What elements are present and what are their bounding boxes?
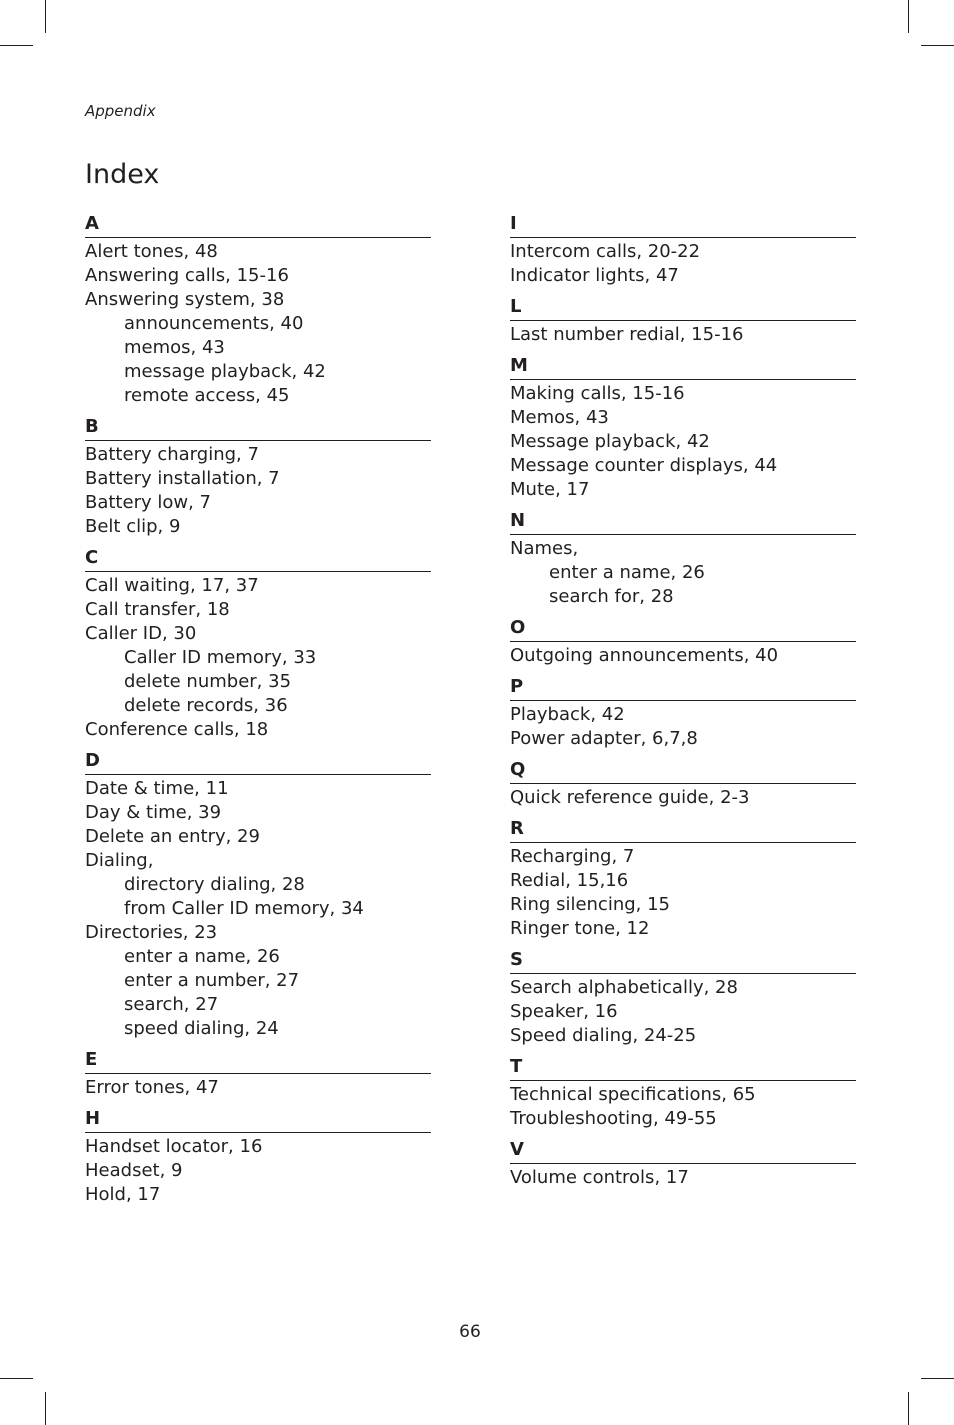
- index-subentry: speed dialing, 24: [124, 1018, 279, 1039]
- index-subentry: enter a name, 26: [124, 946, 280, 967]
- index-entry: Headset, 9: [85, 1160, 183, 1181]
- index-letter-heading: T: [510, 1056, 856, 1081]
- index-letter-heading: S: [510, 949, 856, 974]
- index-entry: Volume controls, 17: [510, 1167, 689, 1188]
- index-subentry: remote access, 45: [124, 385, 290, 406]
- index-group: [510, 676, 856, 751]
- index-entry: Ring silencing, 15: [510, 894, 671, 915]
- index-entry: Belt clip, 9: [85, 516, 181, 537]
- index-subentry: announcements, 40: [124, 313, 304, 334]
- index-entry: Answering calls, 15-16: [85, 265, 289, 286]
- index-letter-heading: I: [510, 213, 856, 238]
- index-entry: Directories, 23: [85, 922, 218, 943]
- index-letter-heading: H: [85, 1108, 431, 1133]
- index-group: [85, 213, 431, 408]
- index-letter-heading: M: [510, 355, 856, 380]
- index-entry: Message counter displays, 44: [510, 455, 778, 476]
- index-entry: Date & time, 11: [85, 778, 229, 799]
- index-column-left: [85, 213, 431, 1215]
- index-letter-heading: R: [510, 818, 856, 843]
- index-letter-heading: C: [85, 547, 431, 572]
- index-group: [510, 296, 856, 347]
- index-entry: Indicator lights, 47: [510, 265, 679, 286]
- crop-mark: [45, 0, 46, 33]
- index-entry: Playback, 42: [510, 704, 625, 725]
- index-entry: Battery charging, 7: [85, 444, 259, 465]
- crop-mark: [908, 1392, 909, 1425]
- crop-mark: [908, 0, 909, 33]
- index-entry: Message playback, 42: [510, 431, 710, 452]
- index-entry: Caller ID, 30: [85, 623, 197, 644]
- index-entry: Power adapter, 6,7,8: [510, 728, 698, 749]
- index-entry: Intercom calls, 20-22: [510, 241, 701, 262]
- index-letter-heading: N: [510, 510, 856, 535]
- index-group: [510, 1056, 856, 1131]
- index-group: [85, 1049, 431, 1100]
- index-group: [510, 1139, 856, 1190]
- index-entry: Making calls, 15-16: [510, 383, 685, 404]
- index-entry: Mute, 17: [510, 479, 590, 500]
- index-entry: Call transfer, 18: [85, 599, 230, 620]
- index-letter-heading: L: [510, 296, 856, 321]
- index-group: [85, 1108, 431, 1207]
- index-entry: Error tones, 47: [85, 1077, 219, 1098]
- index-group: [510, 759, 856, 810]
- page-title: Index: [85, 159, 160, 190]
- index-entry: Conference calls, 18: [85, 719, 269, 740]
- index-subentry: search, 27: [124, 994, 219, 1015]
- index-subentry: memos, 43: [124, 337, 225, 358]
- crop-mark: [45, 1392, 46, 1425]
- index-group: [510, 213, 856, 288]
- index-entry: Speaker, 16: [510, 1001, 618, 1022]
- index-entry: Technical specifications, 65: [510, 1084, 756, 1105]
- index-letter-heading: E: [85, 1049, 431, 1074]
- index-letter-heading: P: [510, 676, 856, 701]
- index-entry: Battery installation, 7: [85, 468, 280, 489]
- index-entry: Answering system, 38: [85, 289, 285, 310]
- index-group: [510, 949, 856, 1048]
- index-entry: Dialing,: [85, 850, 154, 871]
- index-entry: Troubleshooting, 49-55: [510, 1108, 717, 1129]
- index-entry: Memos, 43: [510, 407, 609, 428]
- crop-mark: [921, 1378, 954, 1379]
- index-group: [510, 617, 856, 668]
- index-entry: Outgoing announcements, 40: [510, 645, 779, 666]
- index-letter-heading: B: [85, 416, 431, 441]
- index-entry: Hold, 17: [85, 1184, 161, 1205]
- index-entry: Last number redial, 15-16: [510, 324, 744, 345]
- index-entry: Names,: [510, 538, 579, 559]
- index-column-right: [510, 213, 856, 1198]
- section-label: Appendix: [85, 102, 156, 120]
- index-group: [510, 510, 856, 609]
- index-entry: Alert tones, 48: [85, 241, 218, 262]
- index-subentry: enter a name, 26: [549, 562, 705, 583]
- index-subentry: Caller ID memory, 33: [124, 647, 317, 668]
- index-subentry: enter a number, 27: [124, 970, 300, 991]
- index-entry: Redial, 15,16: [510, 870, 629, 891]
- index-group: [85, 750, 431, 1041]
- index-letter-heading: Q: [510, 759, 856, 784]
- crop-mark: [0, 1378, 33, 1379]
- index-letter-heading: O: [510, 617, 856, 642]
- index-entry: Recharging, 7: [510, 846, 635, 867]
- index-subentry: from Caller ID memory, 34: [124, 898, 364, 919]
- index-entry: Call waiting, 17, 37: [85, 575, 259, 596]
- index-letter-heading: V: [510, 1139, 856, 1164]
- index-entry: Speed dialing, 24-25: [510, 1025, 697, 1046]
- index-subentry: delete number, 35: [124, 671, 292, 692]
- index-entry: Search alphabetically, 28: [510, 977, 738, 998]
- crop-mark: [0, 45, 33, 46]
- index-subentry: search for, 28: [549, 586, 674, 607]
- crop-mark: [921, 45, 954, 46]
- index-group: [85, 547, 431, 742]
- index-group: [510, 818, 856, 941]
- index-entry: Day & time, 39: [85, 802, 222, 823]
- index-entry: Handset locator, 16: [85, 1136, 263, 1157]
- index-letter-heading: D: [85, 750, 431, 775]
- index-entry: Battery low, 7: [85, 492, 211, 513]
- index-subentry: delete records, 36: [124, 695, 288, 716]
- page-number: 66: [459, 1322, 481, 1342]
- index-entry: Delete an entry, 29: [85, 826, 260, 847]
- index-entry: Ringer tone, 12: [510, 918, 650, 939]
- index-group: [85, 416, 431, 539]
- index-letter-heading: A: [85, 213, 431, 238]
- index-subentry: directory dialing, 28: [124, 874, 305, 895]
- index-entry: Quick reference guide, 2-3: [510, 787, 750, 808]
- index-subentry: message playback, 42: [124, 361, 326, 382]
- index-group: [510, 355, 856, 502]
